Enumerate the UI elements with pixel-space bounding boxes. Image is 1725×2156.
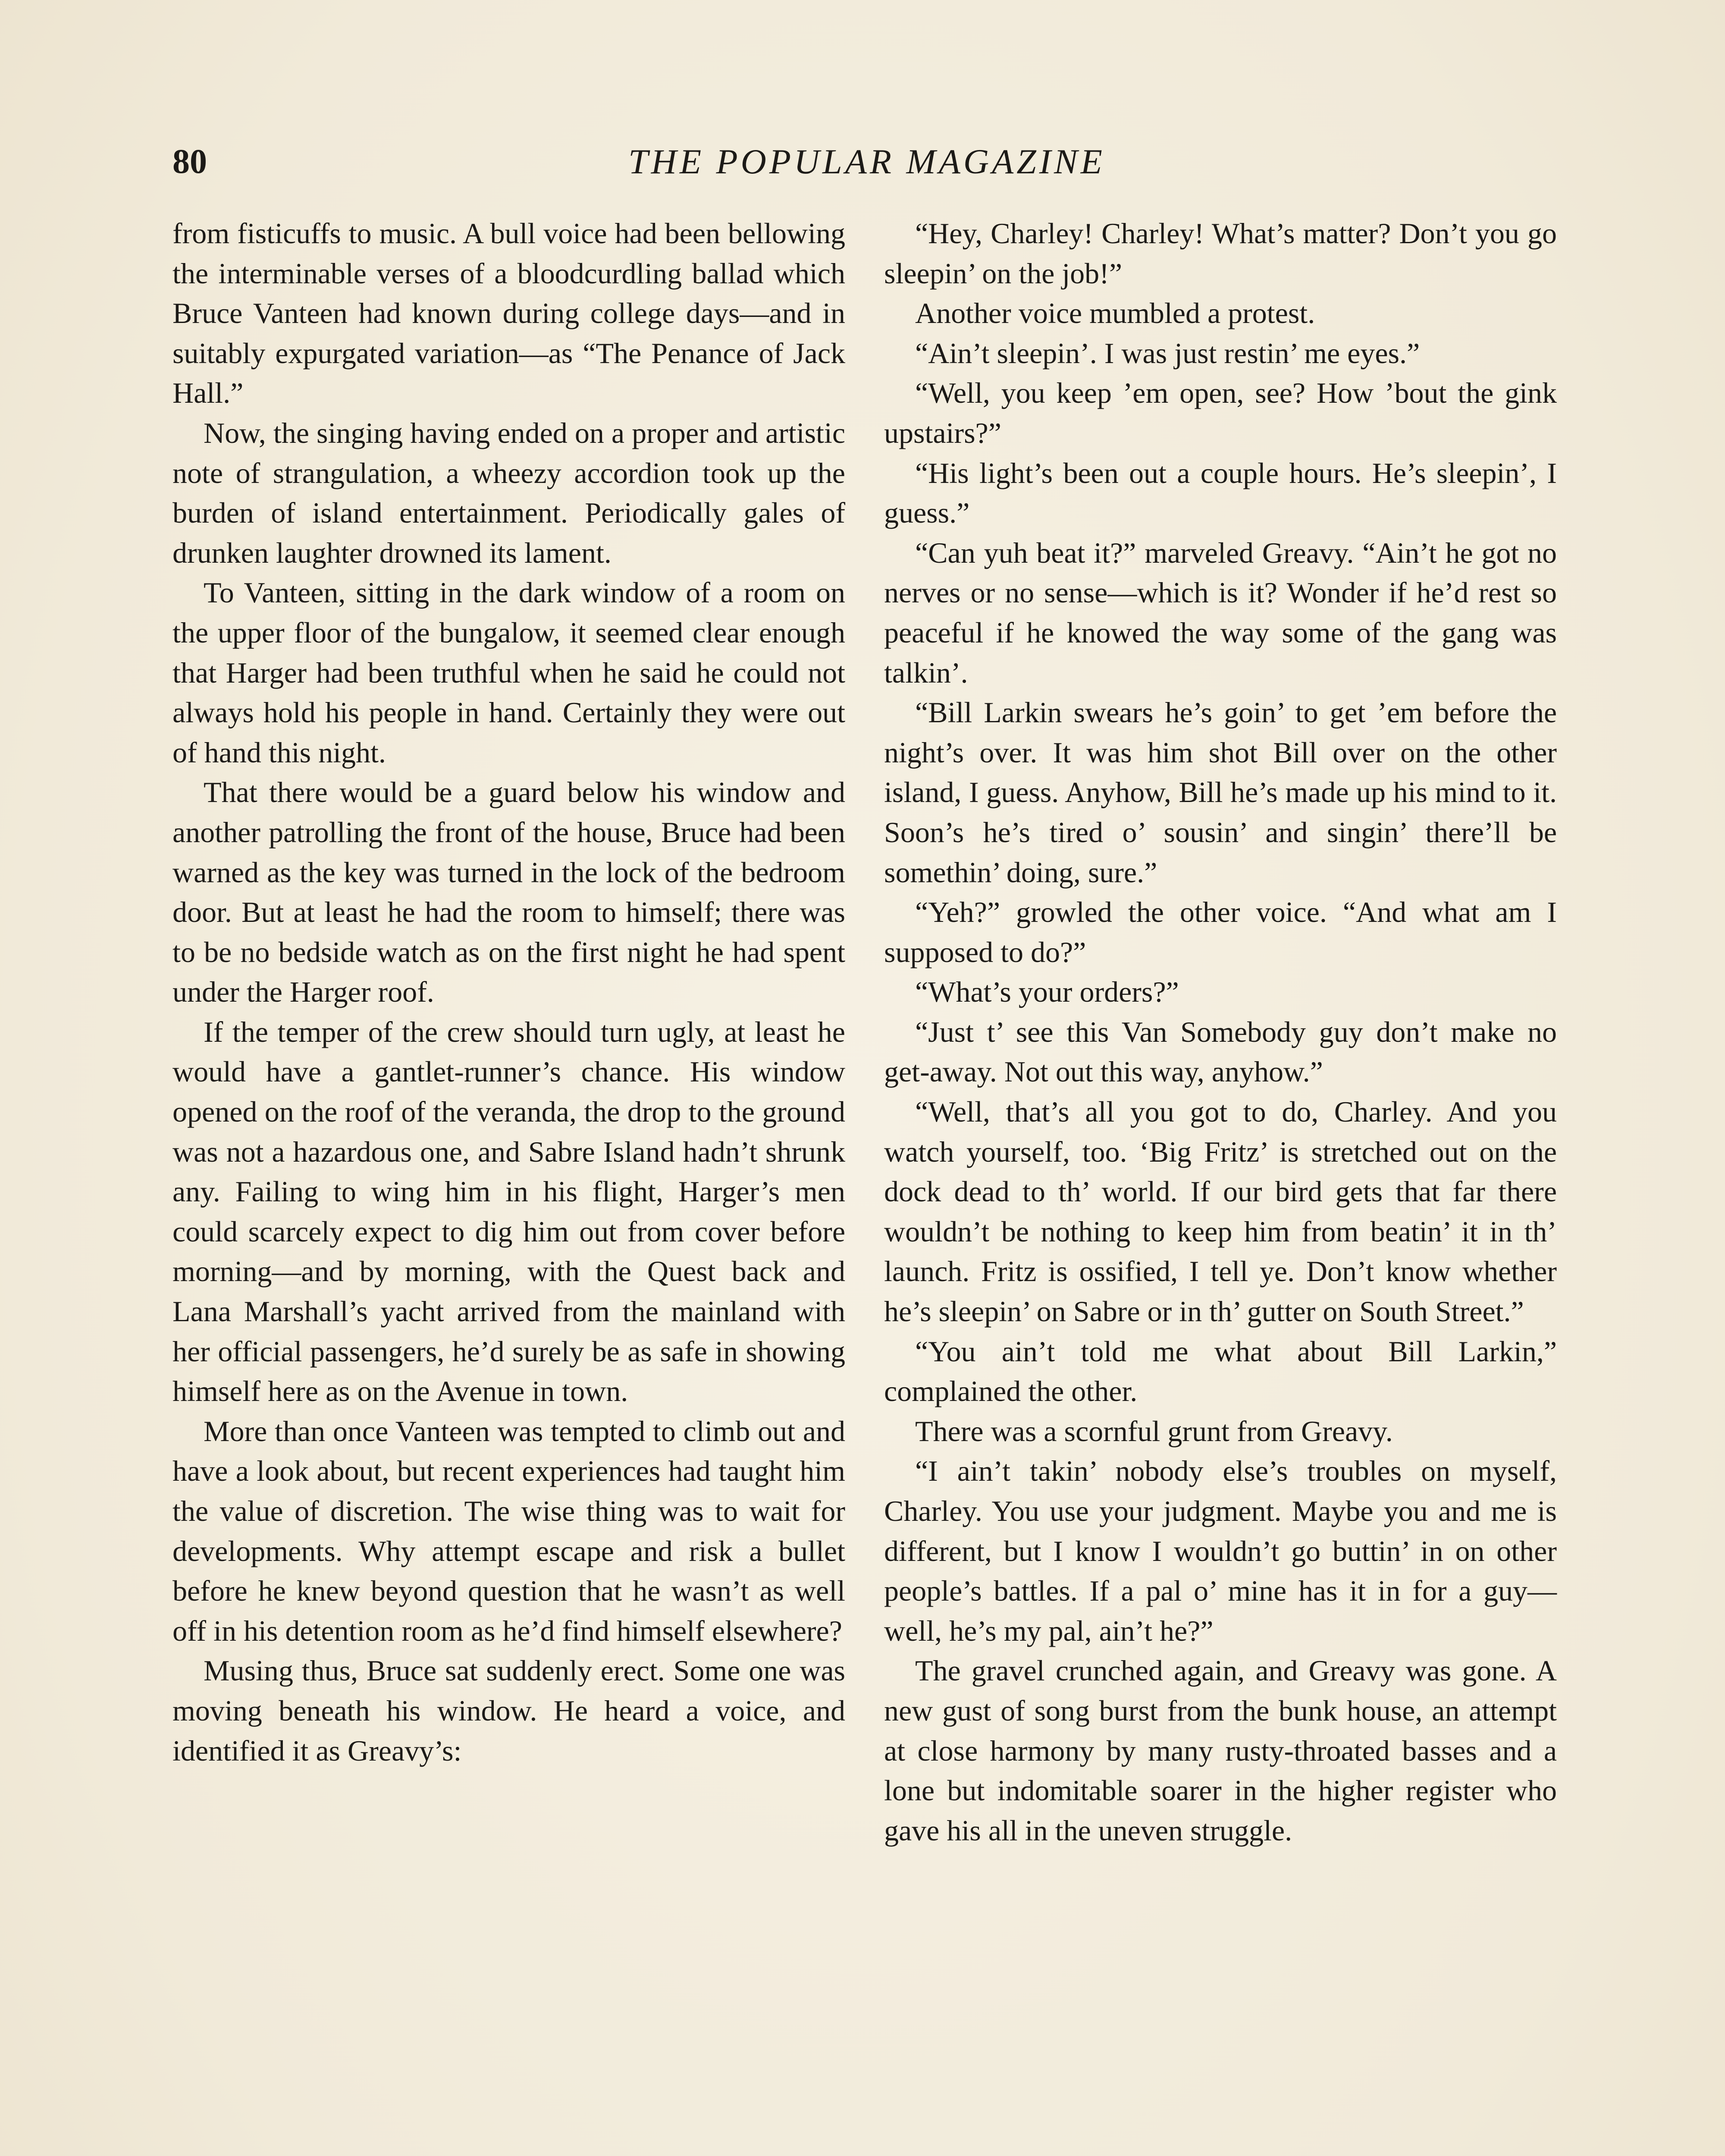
paragraph: Another voice mumbled a protest. xyxy=(915,297,1315,330)
page-number: 80 xyxy=(172,143,207,181)
paragraph: “Hey, Charley! Charley! What’s matter? Don’t you go sleepin’ on the job!” xyxy=(884,217,1557,290)
paragraph: “I ain’t takin’ nobody else’s troubles on myself, Charley. You use your judgment. Maybe you and me is different, but I know I wouldn’t go buttin’ in on other people’s battles. If a pal o’ mine has it in for a guy—well, he’s my pal, ain’t he?” xyxy=(884,1454,1557,1647)
paragraph: “What’s your orders?” xyxy=(915,975,1179,1009)
paragraph: “You ain’t told me what about Bill Larkin,” complained the other. xyxy=(884,1335,1557,1408)
paragraph: “His light’s been out a couple hours. He’s sleepin’, I guess.” xyxy=(884,456,1557,530)
paragraph: “Well, you keep ’em open, see? How ’bout the gink upstairs?” xyxy=(884,376,1557,449)
paragraph: “Just t’ see this Van Somebody guy don’t make no get-away. Not out this way, anyhow.” xyxy=(884,1015,1557,1088)
paragraph: Musing thus, Bruce sat suddenly erect. Some one was moving beneath his window. He heard a voice, and identified it as Greavy’s: xyxy=(172,1654,845,1767)
paragraph: “Ain’t sleepin’. I was just restin’ me eyes.” xyxy=(915,336,1420,370)
paragraph: “Yeh?” growled the other voice. “And what am I supposed to do?” xyxy=(884,896,1557,968)
running-head: THE POPULAR MAGAZINE xyxy=(628,142,1105,181)
left-column xyxy=(172,213,845,1771)
paragraph: That there would be a guard below his window and another patrolling the front of the house, Bruce had been warned as the key was turned in the lock of the bedroom door. But at least he had the room to himself; there was to be no bedside watch as on the first night he had spent under the Harger roof. xyxy=(172,776,845,1009)
paragraph: “Bill Larkin swears he’s goin’ to get ’em before the night’s over. It was him shot Bill over on the other island, I guess. Anyhow, Bill he’s made up his mind to it. Soon’s he’s tired o’ sousin’ and singin’ there’ll be somethin’ doing, sure.” xyxy=(884,696,1557,889)
paragraph: Now, the singing having ended on a proper and artistic note of strangulation, a wheezy accordion took up the burden of island entertainment. Periodically gales of drunken laughter drowned its lament. xyxy=(172,416,845,569)
paragraph: There was a scornful grunt from Greavy. xyxy=(915,1414,1393,1448)
paragraph: “Well, that’s all you got to do, Charley. And you watch yourself, too. ‘Big Fritz’ is stretched out on the dock dead to th’ world. If our bird gets that far there wouldn’t be nothing to keep him from beatin’ it in th’ launch. Fritz is ossified, I tell ye. Don’t know whether he’s sleepin’ on Sabre or in th’ gutter on South Street.” xyxy=(884,1095,1557,1328)
paragraph: “Can yuh beat it?” marveled Greavy. “Ain’t he got no nerves or no sense—which is it? Wonder if he’d rest so peaceful if he knowed the way some of the gang was talkin’. xyxy=(884,536,1557,689)
paragraph: from fisticuffs to music. A bull voice had been bellowing the interminable verses of a bloodcurdling ballad which Bruce Vanteen had known during college days—and in suitably expurgated variation—as “The Penance of Jack Hall.” xyxy=(172,217,845,410)
paragraph: The gravel crunched again, and Greavy was gone. A new gust of song burst from the bunk house, an attempt at close harmony by many rusty-throated basses and a lone but indomitable soarer in the higher register who gave his all in the uneven struggle. xyxy=(884,1654,1557,1847)
paragraph: More than once Vanteen was tempted to climb out and have a look about, but recent experiences had taught him the value of discretion. The wise thing was to wait for developments. Why attempt escape and risk a bullet before he knew beyond question that he wasn’t as well off in his detention room as he’d find himself elsewhere? xyxy=(172,1414,845,1647)
page-header xyxy=(172,138,1561,185)
right-column xyxy=(884,213,1557,1850)
paragraph: If the temper of the crew should turn ugly, at least he would have a gantlet-runner’s chance. His window opened on the roof of the veranda, the drop to the ground was not a hazardous one, and Sabre Island hadn’t shrunk any. Failing to wing him in his flight, Harger’s men could scarcely expect to dig him out from cover before morning—and by morning, with the Quest back and Lana Marshall’s yacht arrived from the mainland with her official passengers, he’d surely be as safe in showing himself here as on the Avenue in town. xyxy=(172,1015,845,1408)
paragraph: To Vanteen, sitting in the dark window of a room on the upper floor of the bungalow, it seemed clear enough that Harger had been truthful when he said he could not always hold his people in hand. Certainly they were out of hand this night. xyxy=(172,576,845,769)
